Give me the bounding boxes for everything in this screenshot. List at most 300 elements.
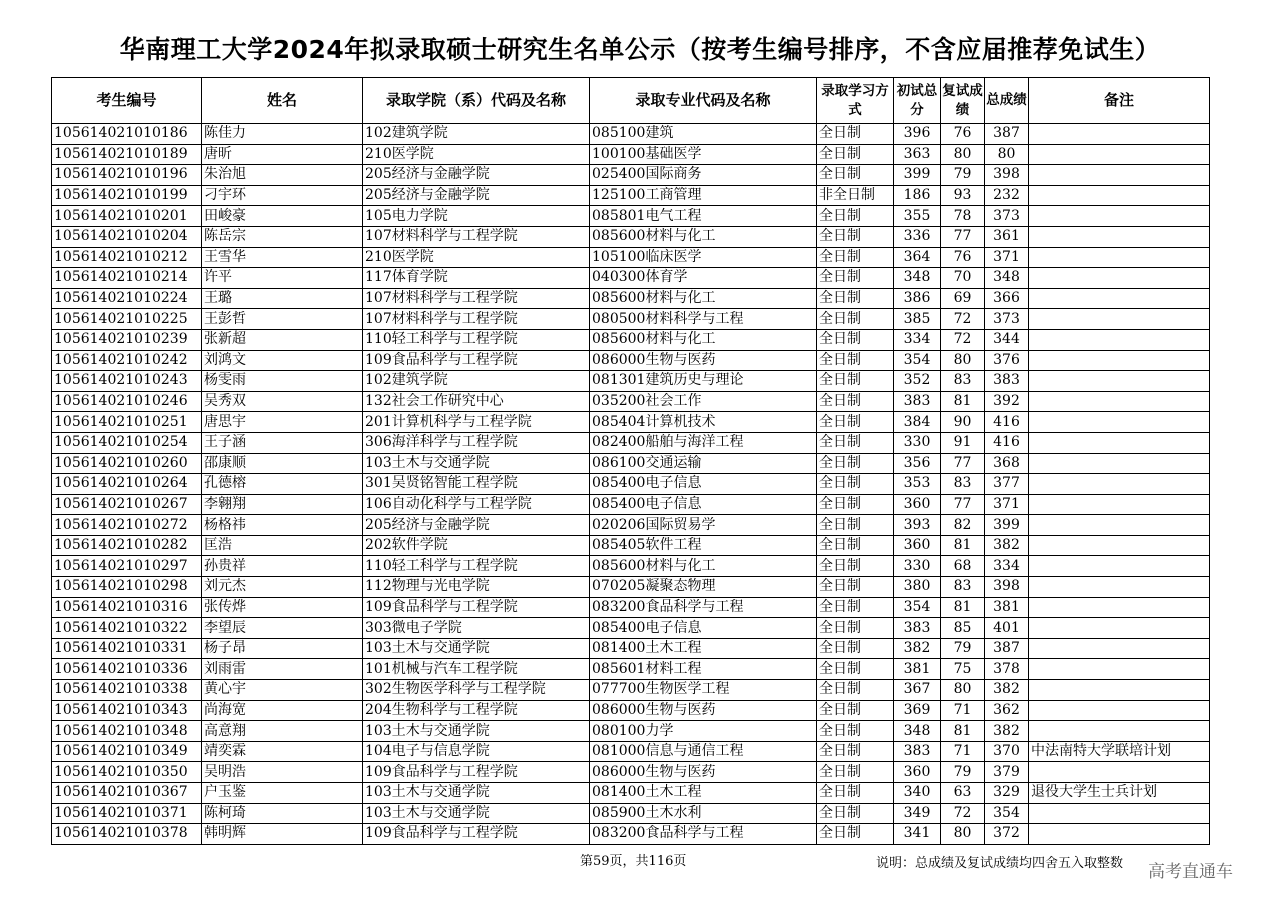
table-row xyxy=(52,556,1210,577)
cell-study-mode: 全日制 xyxy=(817,577,894,598)
table-row xyxy=(52,391,1210,412)
cell-retest-score: 80 xyxy=(941,144,985,165)
cell-total-score: 392 xyxy=(985,391,1029,412)
table-row xyxy=(52,432,1210,453)
cell-remarks xyxy=(1029,432,1210,453)
cell-name: 高意翔 xyxy=(202,721,363,742)
table-body xyxy=(52,124,1210,845)
cell-total-score: 379 xyxy=(985,762,1029,783)
cell-initial-score: 360 xyxy=(894,762,941,783)
cell-total-score: 399 xyxy=(985,515,1029,536)
cell-initial-score: 369 xyxy=(894,700,941,721)
table-row xyxy=(52,680,1210,701)
cell-study-mode: 全日制 xyxy=(817,350,894,371)
page-title: 华南理工大学2024年拟录取硕士研究生名单公示（按考生编号排序，不含应届推荐免试生） xyxy=(119,35,1161,64)
cell-retest-score: 81 xyxy=(941,597,985,618)
cell-remarks xyxy=(1029,659,1210,680)
cell-retest-score: 77 xyxy=(941,494,985,515)
cell-college: 103土木与交通学院 xyxy=(363,783,590,804)
table-row xyxy=(52,288,1210,309)
cell-major: 035200社会工作 xyxy=(590,391,817,412)
table-row xyxy=(52,474,1210,495)
cell-initial-score: 363 xyxy=(894,144,941,165)
cell-college: 132社会工作研究中心 xyxy=(363,391,590,412)
cell-name: 唐昕 xyxy=(202,144,363,165)
cell-name: 孔德榕 xyxy=(202,474,363,495)
cell-initial-score: 383 xyxy=(894,391,941,412)
cell-initial-score: 381 xyxy=(894,659,941,680)
cell-retest-score: 79 xyxy=(941,165,985,186)
cell-major: 080100力学 xyxy=(590,721,817,742)
cell-remarks xyxy=(1029,597,1210,618)
cell-total-score: 371 xyxy=(985,247,1029,268)
cell-retest-score: 90 xyxy=(941,412,985,433)
cell-initial-score: 393 xyxy=(894,515,941,536)
cell-total-score: 382 xyxy=(985,721,1029,742)
cell-study-mode: 全日制 xyxy=(817,515,894,536)
cell-initial-score: 353 xyxy=(894,474,941,495)
cell-retest-score: 81 xyxy=(941,535,985,556)
cell-retest-score: 69 xyxy=(941,288,985,309)
cell-name: 陈佳力 xyxy=(202,124,363,145)
cell-remarks xyxy=(1029,206,1210,227)
cell-name: 李翱翔 xyxy=(202,494,363,515)
cell-retest-score: 83 xyxy=(941,371,985,392)
cell-study-mode: 全日制 xyxy=(817,535,894,556)
cell-name: 唐思宇 xyxy=(202,412,363,433)
cell-total-score: 383 xyxy=(985,371,1029,392)
cell-initial-score: 354 xyxy=(894,350,941,371)
table-row xyxy=(52,721,1210,742)
header-initial-score: 初试总分 xyxy=(894,78,941,124)
cell-major: 081400土木工程 xyxy=(590,638,817,659)
cell-study-mode: 全日制 xyxy=(817,556,894,577)
header-college: 录取学院（系）代码及名称 xyxy=(363,78,590,124)
cell-study-mode: 全日制 xyxy=(817,453,894,474)
table-row xyxy=(52,659,1210,680)
cell-study-mode: 全日制 xyxy=(817,618,894,639)
table-row xyxy=(52,597,1210,618)
cell-exam-id: 105614021010251 xyxy=(52,412,202,433)
cell-remarks xyxy=(1029,391,1210,412)
cell-total-score: 373 xyxy=(985,206,1029,227)
cell-total-score: 368 xyxy=(985,453,1029,474)
cell-exam-id: 105614021010239 xyxy=(52,329,202,350)
cell-exam-id: 105614021010378 xyxy=(52,824,202,845)
cell-study-mode: 全日制 xyxy=(817,762,894,783)
cell-college: 202软件学院 xyxy=(363,535,590,556)
cell-retest-score: 79 xyxy=(941,638,985,659)
cell-retest-score: 93 xyxy=(941,185,985,206)
cell-major: 080500材料科学与工程 xyxy=(590,309,817,330)
cell-remarks xyxy=(1029,556,1210,577)
table-row xyxy=(52,206,1210,227)
page-number: 第59页，共116页 xyxy=(580,854,687,869)
cell-total-score: 381 xyxy=(985,597,1029,618)
cell-total-score: 398 xyxy=(985,165,1029,186)
cell-retest-score: 71 xyxy=(941,700,985,721)
cell-exam-id: 105614021010214 xyxy=(52,268,202,289)
cell-initial-score: 349 xyxy=(894,803,941,824)
cell-remarks xyxy=(1029,474,1210,495)
cell-retest-score: 72 xyxy=(941,329,985,350)
cell-exam-id: 105614021010199 xyxy=(52,185,202,206)
cell-total-score: 80 xyxy=(985,144,1029,165)
cell-college: 102建筑学院 xyxy=(363,124,590,145)
cell-major: 085900土木水利 xyxy=(590,803,817,824)
admission-table xyxy=(51,77,1210,845)
cell-exam-id: 105614021010260 xyxy=(52,453,202,474)
cell-exam-id: 105614021010196 xyxy=(52,165,202,186)
cell-total-score: 372 xyxy=(985,824,1029,845)
cell-name: 张传烨 xyxy=(202,597,363,618)
table-row xyxy=(52,329,1210,350)
cell-name: 陈岳宗 xyxy=(202,226,363,247)
cell-remarks xyxy=(1029,515,1210,536)
cell-study-mode: 全日制 xyxy=(817,783,894,804)
cell-total-score: 232 xyxy=(985,185,1029,206)
cell-major: 085400电子信息 xyxy=(590,474,817,495)
cell-major: 085404计算机技术 xyxy=(590,412,817,433)
cell-initial-score: 336 xyxy=(894,226,941,247)
cell-total-score: 378 xyxy=(985,659,1029,680)
cell-exam-id: 105614021010254 xyxy=(52,432,202,453)
cell-retest-score: 76 xyxy=(941,124,985,145)
table-row xyxy=(52,268,1210,289)
cell-remarks: 中法南特大学联培计划 xyxy=(1029,741,1210,762)
cell-major: 100100基础医学 xyxy=(590,144,817,165)
cell-major: 085601材料工程 xyxy=(590,659,817,680)
cell-exam-id: 105614021010246 xyxy=(52,391,202,412)
cell-initial-score: 352 xyxy=(894,371,941,392)
cell-name: 匡浩 xyxy=(202,535,363,556)
cell-initial-score: 383 xyxy=(894,741,941,762)
cell-college: 107材料科学与工程学院 xyxy=(363,309,590,330)
cell-initial-score: 348 xyxy=(894,268,941,289)
cell-major: 025400国际商务 xyxy=(590,165,817,186)
cell-major: 085600材料与化工 xyxy=(590,226,817,247)
cell-retest-score: 72 xyxy=(941,309,985,330)
cell-study-mode: 全日制 xyxy=(817,391,894,412)
cell-retest-score: 82 xyxy=(941,515,985,536)
cell-name: 王子涵 xyxy=(202,432,363,453)
cell-name: 黄心宇 xyxy=(202,680,363,701)
cell-study-mode: 全日制 xyxy=(817,371,894,392)
cell-retest-score: 71 xyxy=(941,741,985,762)
cell-major: 020206国际贸易学 xyxy=(590,515,817,536)
cell-remarks xyxy=(1029,700,1210,721)
cell-exam-id: 105614021010349 xyxy=(52,741,202,762)
cell-study-mode: 全日制 xyxy=(817,721,894,742)
cell-remarks: 退役大学生士兵计划 xyxy=(1029,783,1210,804)
cell-initial-score: 360 xyxy=(894,494,941,515)
cell-study-mode: 全日制 xyxy=(817,638,894,659)
cell-exam-id: 105614021010201 xyxy=(52,206,202,227)
cell-study-mode: 全日制 xyxy=(817,680,894,701)
cell-study-mode: 全日制 xyxy=(817,309,894,330)
cell-major: 083200食品科学与工程 xyxy=(590,824,817,845)
header-retest-score: 复试成绩 xyxy=(941,78,985,124)
cell-college: 109食品科学与工程学院 xyxy=(363,762,590,783)
cell-study-mode: 全日制 xyxy=(817,165,894,186)
table-row xyxy=(52,371,1210,392)
cell-initial-score: 364 xyxy=(894,247,941,268)
table-row xyxy=(52,803,1210,824)
cell-remarks xyxy=(1029,762,1210,783)
table-row xyxy=(52,515,1210,536)
cell-initial-score: 385 xyxy=(894,309,941,330)
cell-name: 陈柯琦 xyxy=(202,803,363,824)
cell-college: 105电力学院 xyxy=(363,206,590,227)
table-row xyxy=(52,309,1210,330)
cell-college: 107材料科学与工程学院 xyxy=(363,288,590,309)
cell-remarks xyxy=(1029,247,1210,268)
cell-college: 103土木与交通学院 xyxy=(363,721,590,742)
cell-remarks xyxy=(1029,494,1210,515)
cell-total-score: 370 xyxy=(985,741,1029,762)
cell-remarks xyxy=(1029,824,1210,845)
cell-total-score: 387 xyxy=(985,124,1029,145)
cell-remarks xyxy=(1029,680,1210,701)
cell-name: 李望辰 xyxy=(202,618,363,639)
table-row xyxy=(52,577,1210,598)
cell-total-score: 354 xyxy=(985,803,1029,824)
cell-college: 205经济与金融学院 xyxy=(363,515,590,536)
watermark: 高考直通车 xyxy=(1148,862,1233,882)
cell-exam-id: 105614021010225 xyxy=(52,309,202,330)
cell-name: 靖奕霖 xyxy=(202,741,363,762)
cell-total-score: 387 xyxy=(985,638,1029,659)
cell-major: 081301建筑历史与理论 xyxy=(590,371,817,392)
cell-name: 杨雯雨 xyxy=(202,371,363,392)
cell-major: 082400船舶与海洋工程 xyxy=(590,432,817,453)
cell-total-score: 382 xyxy=(985,680,1029,701)
cell-initial-score: 340 xyxy=(894,783,941,804)
cell-remarks xyxy=(1029,577,1210,598)
header-exam-id: 考生编号 xyxy=(52,78,202,124)
cell-major: 085405软件工程 xyxy=(590,535,817,556)
header-major: 录取专业代码及名称 xyxy=(590,78,817,124)
cell-retest-score: 81 xyxy=(941,391,985,412)
cell-college: 110轻工科学与工程学院 xyxy=(363,329,590,350)
cell-name: 吴秀双 xyxy=(202,391,363,412)
cell-exam-id: 105614021010267 xyxy=(52,494,202,515)
cell-retest-score: 83 xyxy=(941,577,985,598)
cell-major: 086000生物与医药 xyxy=(590,762,817,783)
cell-exam-id: 105614021010204 xyxy=(52,226,202,247)
header-remarks: 备注 xyxy=(1029,78,1210,124)
cell-major: 083200食品科学与工程 xyxy=(590,597,817,618)
cell-exam-id: 105614021010243 xyxy=(52,371,202,392)
cell-total-score: 373 xyxy=(985,309,1029,330)
cell-name: 户玉鉴 xyxy=(202,783,363,804)
cell-college: 301吴贤铭智能工程学院 xyxy=(363,474,590,495)
cell-major: 085600材料与化工 xyxy=(590,288,817,309)
cell-exam-id: 105614021010336 xyxy=(52,659,202,680)
cell-exam-id: 105614021010186 xyxy=(52,124,202,145)
table-row xyxy=(52,165,1210,186)
cell-initial-score: 384 xyxy=(894,412,941,433)
cell-total-score: 344 xyxy=(985,329,1029,350)
cell-total-score: 334 xyxy=(985,556,1029,577)
cell-retest-score: 76 xyxy=(941,247,985,268)
cell-college: 306海洋科学与工程学院 xyxy=(363,432,590,453)
cell-retest-score: 70 xyxy=(941,268,985,289)
cell-study-mode: 全日制 xyxy=(817,700,894,721)
cell-total-score: 371 xyxy=(985,494,1029,515)
cell-retest-score: 85 xyxy=(941,618,985,639)
cell-college: 205经济与金融学院 xyxy=(363,165,590,186)
cell-retest-score: 63 xyxy=(941,783,985,804)
cell-college: 112物理与光电学院 xyxy=(363,577,590,598)
cell-study-mode: 全日制 xyxy=(817,288,894,309)
cell-total-score: 329 xyxy=(985,783,1029,804)
cell-college: 204生物科学与工程学院 xyxy=(363,700,590,721)
cell-initial-score: 355 xyxy=(894,206,941,227)
cell-major: 105100临床医学 xyxy=(590,247,817,268)
cell-name: 尚海宽 xyxy=(202,700,363,721)
cell-remarks xyxy=(1029,453,1210,474)
table-header-row xyxy=(52,78,1210,124)
cell-remarks xyxy=(1029,185,1210,206)
cell-name: 王彭哲 xyxy=(202,309,363,330)
cell-exam-id: 105614021010350 xyxy=(52,762,202,783)
cell-initial-score: 348 xyxy=(894,721,941,742)
cell-study-mode: 全日制 xyxy=(817,803,894,824)
cell-name: 田峻豪 xyxy=(202,206,363,227)
cell-name: 王雪华 xyxy=(202,247,363,268)
cell-exam-id: 105614021010367 xyxy=(52,783,202,804)
cell-study-mode: 全日制 xyxy=(817,412,894,433)
table-row xyxy=(52,494,1210,515)
cell-study-mode: 全日制 xyxy=(817,659,894,680)
cell-exam-id: 105614021010224 xyxy=(52,288,202,309)
cell-study-mode: 全日制 xyxy=(817,597,894,618)
cell-total-score: 377 xyxy=(985,474,1029,495)
cell-college: 201计算机科学与工程学院 xyxy=(363,412,590,433)
cell-name: 朱治旭 xyxy=(202,165,363,186)
cell-remarks xyxy=(1029,535,1210,556)
cell-name: 刘鸿文 xyxy=(202,350,363,371)
cell-initial-score: 330 xyxy=(894,432,941,453)
cell-college: 110轻工科学与工程学院 xyxy=(363,556,590,577)
cell-exam-id: 105614021010331 xyxy=(52,638,202,659)
cell-study-mode: 全日制 xyxy=(817,824,894,845)
cell-retest-score: 77 xyxy=(941,453,985,474)
cell-remarks xyxy=(1029,309,1210,330)
table-row xyxy=(52,226,1210,247)
table-row xyxy=(52,412,1210,433)
cell-exam-id: 105614021010348 xyxy=(52,721,202,742)
cell-exam-id: 105614021010212 xyxy=(52,247,202,268)
cell-remarks xyxy=(1029,165,1210,186)
cell-major: 085400电子信息 xyxy=(590,618,817,639)
cell-retest-score: 91 xyxy=(941,432,985,453)
cell-initial-score: 341 xyxy=(894,824,941,845)
cell-initial-score: 380 xyxy=(894,577,941,598)
cell-exam-id: 105614021010189 xyxy=(52,144,202,165)
cell-college: 205经济与金融学院 xyxy=(363,185,590,206)
header-study-mode: 录取学习方式 xyxy=(817,78,894,124)
cell-total-score: 382 xyxy=(985,535,1029,556)
cell-total-score: 398 xyxy=(985,577,1029,598)
cell-retest-score: 77 xyxy=(941,226,985,247)
cell-study-mode: 全日制 xyxy=(817,206,894,227)
cell-major: 086000生物与医药 xyxy=(590,700,817,721)
cell-major: 085600材料与化工 xyxy=(590,329,817,350)
cell-total-score: 401 xyxy=(985,618,1029,639)
cell-study-mode: 全日制 xyxy=(817,226,894,247)
cell-initial-score: 186 xyxy=(894,185,941,206)
cell-initial-score: 360 xyxy=(894,535,941,556)
cell-exam-id: 105614021010343 xyxy=(52,700,202,721)
cell-initial-score: 356 xyxy=(894,453,941,474)
cell-initial-score: 354 xyxy=(894,597,941,618)
table-row xyxy=(52,535,1210,556)
cell-exam-id: 105614021010338 xyxy=(52,680,202,701)
cell-total-score: 376 xyxy=(985,350,1029,371)
cell-study-mode: 全日制 xyxy=(817,474,894,495)
cell-name: 刘雨雷 xyxy=(202,659,363,680)
cell-initial-score: 383 xyxy=(894,618,941,639)
cell-exam-id: 105614021010371 xyxy=(52,803,202,824)
table-row xyxy=(52,741,1210,762)
cell-college: 303微电子学院 xyxy=(363,618,590,639)
cell-exam-id: 105614021010297 xyxy=(52,556,202,577)
cell-college: 103土木与交通学院 xyxy=(363,803,590,824)
cell-name: 杨格祎 xyxy=(202,515,363,536)
cell-exam-id: 105614021010242 xyxy=(52,350,202,371)
table-row xyxy=(52,618,1210,639)
cell-retest-score: 80 xyxy=(941,680,985,701)
cell-major: 086000生物与医药 xyxy=(590,350,817,371)
cell-total-score: 361 xyxy=(985,226,1029,247)
cell-remarks xyxy=(1029,721,1210,742)
cell-college: 117体育学院 xyxy=(363,268,590,289)
cell-major: 081000信息与通信工程 xyxy=(590,741,817,762)
header-total-score: 总成绩 xyxy=(985,78,1029,124)
cell-total-score: 362 xyxy=(985,700,1029,721)
cell-retest-score: 75 xyxy=(941,659,985,680)
table-row xyxy=(52,453,1210,474)
cell-remarks xyxy=(1029,268,1210,289)
cell-study-mode: 全日制 xyxy=(817,124,894,145)
cell-major: 125100工商管理 xyxy=(590,185,817,206)
cell-college: 102建筑学院 xyxy=(363,371,590,392)
cell-major: 086100交通运输 xyxy=(590,453,817,474)
cell-retest-score: 80 xyxy=(941,350,985,371)
cell-study-mode: 全日制 xyxy=(817,741,894,762)
cell-college: 106自动化科学与工程学院 xyxy=(363,494,590,515)
table-row xyxy=(52,783,1210,804)
cell-name: 王璐 xyxy=(202,288,363,309)
cell-initial-score: 382 xyxy=(894,638,941,659)
cell-major: 085600材料与化工 xyxy=(590,556,817,577)
cell-name: 韩明辉 xyxy=(202,824,363,845)
cell-study-mode: 非全日制 xyxy=(817,185,894,206)
cell-study-mode: 全日制 xyxy=(817,144,894,165)
cell-retest-score: 68 xyxy=(941,556,985,577)
header-name: 姓名 xyxy=(202,78,363,124)
table-row xyxy=(52,185,1210,206)
cell-exam-id: 105614021010272 xyxy=(52,515,202,536)
cell-total-score: 416 xyxy=(985,432,1029,453)
cell-remarks xyxy=(1029,226,1210,247)
cell-name: 邵康顺 xyxy=(202,453,363,474)
cell-initial-score: 330 xyxy=(894,556,941,577)
cell-college: 104电子与信息学院 xyxy=(363,741,590,762)
cell-major: 085100建筑 xyxy=(590,124,817,145)
